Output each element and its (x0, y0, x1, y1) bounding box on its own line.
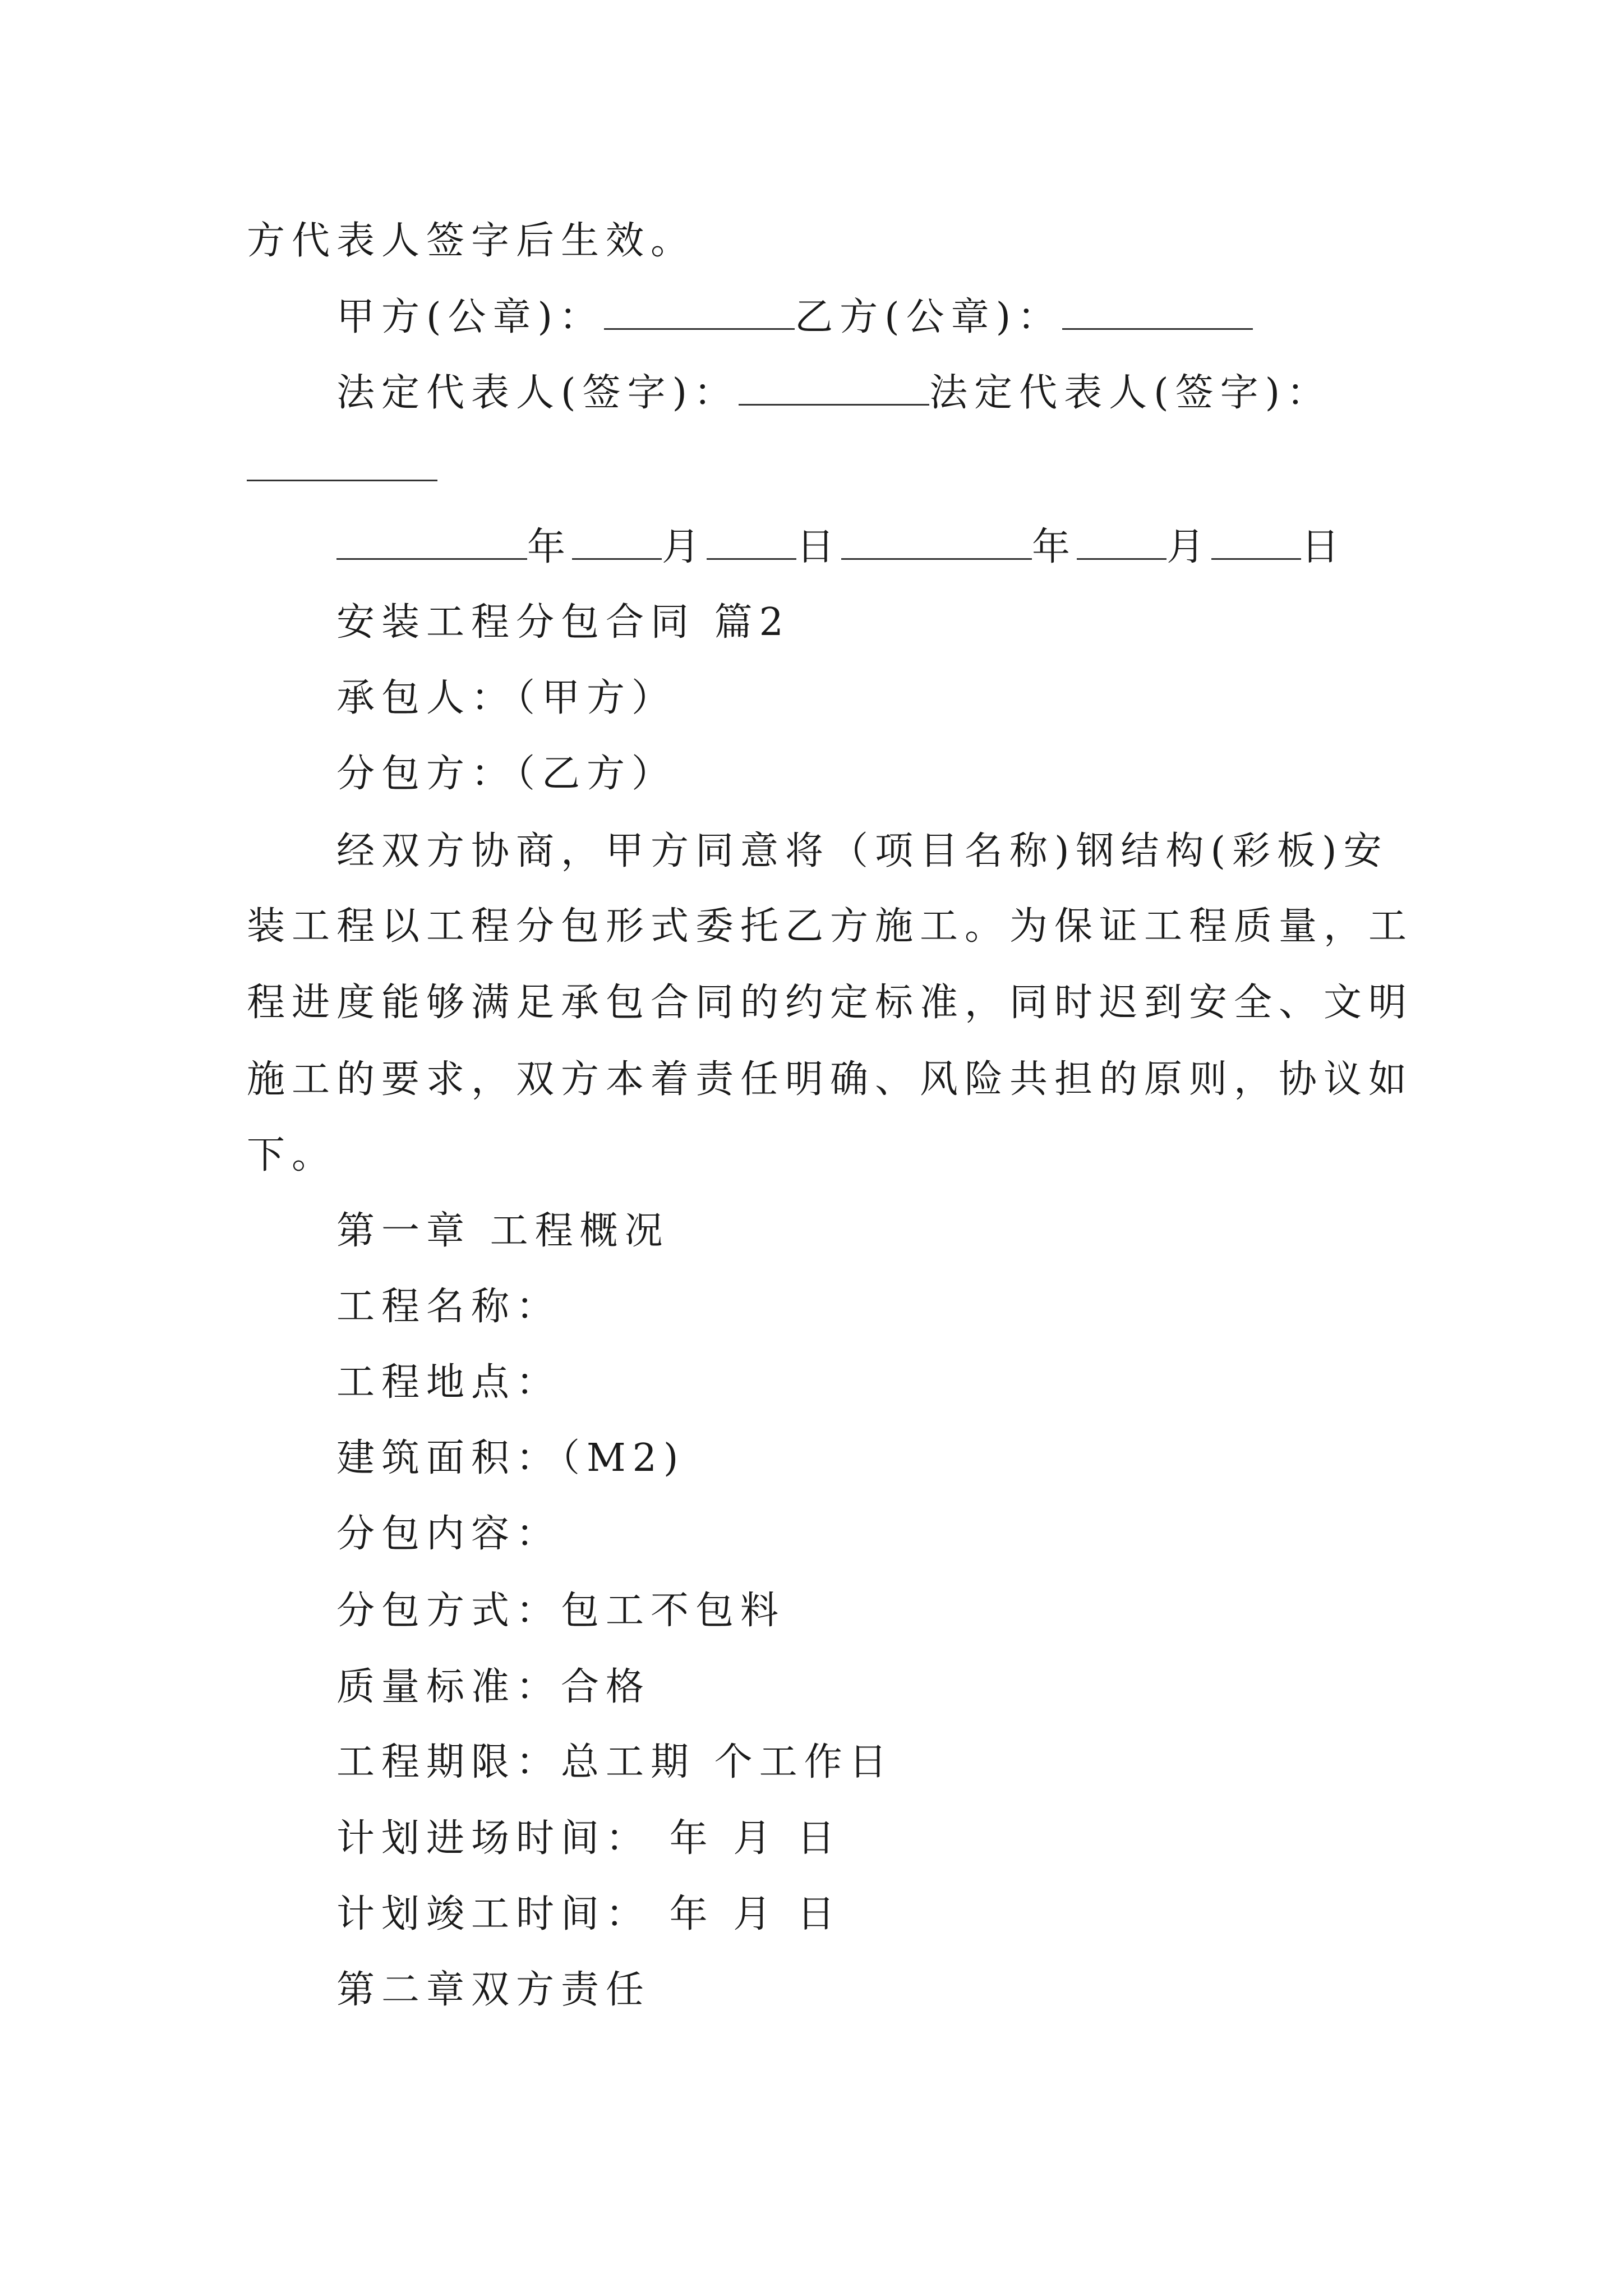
field-project-location: 工程地点： (336, 1360, 561, 1405)
party-a-seal-blank (604, 295, 795, 330)
contractor-line: 承包人：（甲方） (336, 676, 677, 720)
signature-date-line (336, 524, 1346, 570)
party-a-seal-label: 甲方(公章)： (336, 295, 605, 339)
year-label: 年 (527, 525, 573, 569)
field-quality-standard: 质量标准：合格 (336, 1665, 651, 1709)
field-project-duration: 工程期限：总工期 个工作日 (336, 1740, 894, 1784)
subcontractor-line: 分包方：（乙方） (336, 752, 677, 796)
year-blank-2 (841, 524, 1032, 560)
paragraph-line: 经双方协商，甲方同意将（项目名称)钢结构(彩板)安 (336, 829, 1389, 873)
text-line: 方代表人签字后生效。 (247, 219, 696, 263)
field-planned-completion: 计划竣工时间： 年 月 日 (336, 1892, 842, 1936)
party-a-rep-blank (739, 370, 929, 406)
field-building-area: 建筑面积：（M2) (336, 1436, 685, 1480)
party-b-seal-blank (1062, 295, 1253, 330)
month-blank (572, 524, 662, 560)
year-blank (336, 524, 527, 560)
year-label-2: 年 (1032, 525, 1077, 569)
field-subcontract-content: 分包内容： (336, 1512, 561, 1556)
party-a-rep-label: 法定代表人(签字)： (336, 371, 739, 415)
chapter-heading: 第二章双方责任 (336, 1968, 651, 2012)
field-subcontract-method: 分包方式：包工不包料 (336, 1589, 786, 1633)
paragraph-line: 下。 (247, 1133, 337, 1177)
day-label-2: 日 (1301, 525, 1347, 569)
signature-rep-continuation (247, 446, 437, 491)
party-b-seal-label: 乙方(公章)： (795, 295, 1063, 339)
party-b-rep-label: 法定代表人(签字)： (929, 371, 1332, 415)
day-blank (707, 524, 796, 560)
month-label-2: 月 (1166, 525, 1212, 569)
paragraph-line: 装工程以工程分包形式委托乙方施工。为保证工程质量，工 (247, 904, 1414, 949)
party-b-rep-blank (247, 446, 437, 481)
paragraph-line: 施工的要求，双方本着责任明确、风险共担的原则，协议如 (247, 1057, 1414, 1102)
day-blank-2 (1211, 524, 1301, 560)
day-label: 日 (796, 525, 842, 569)
section-title: 安装工程分包合同 篇2 (336, 600, 790, 645)
paragraph-line: 程进度能够满足承包合同的约定标准，同时迟到安全、文明 (247, 981, 1414, 1025)
field-project-name: 工程名称： (336, 1285, 561, 1329)
month-label: 月 (662, 525, 707, 569)
signature-rep-line (336, 370, 1331, 416)
field-planned-entry: 计划进场时间： 年 月 日 (336, 1816, 842, 1861)
chapter-heading: 第一章 工程概况 (336, 1209, 670, 1253)
month-blank-2 (1077, 524, 1166, 560)
signature-party-seal-line (336, 295, 1253, 340)
